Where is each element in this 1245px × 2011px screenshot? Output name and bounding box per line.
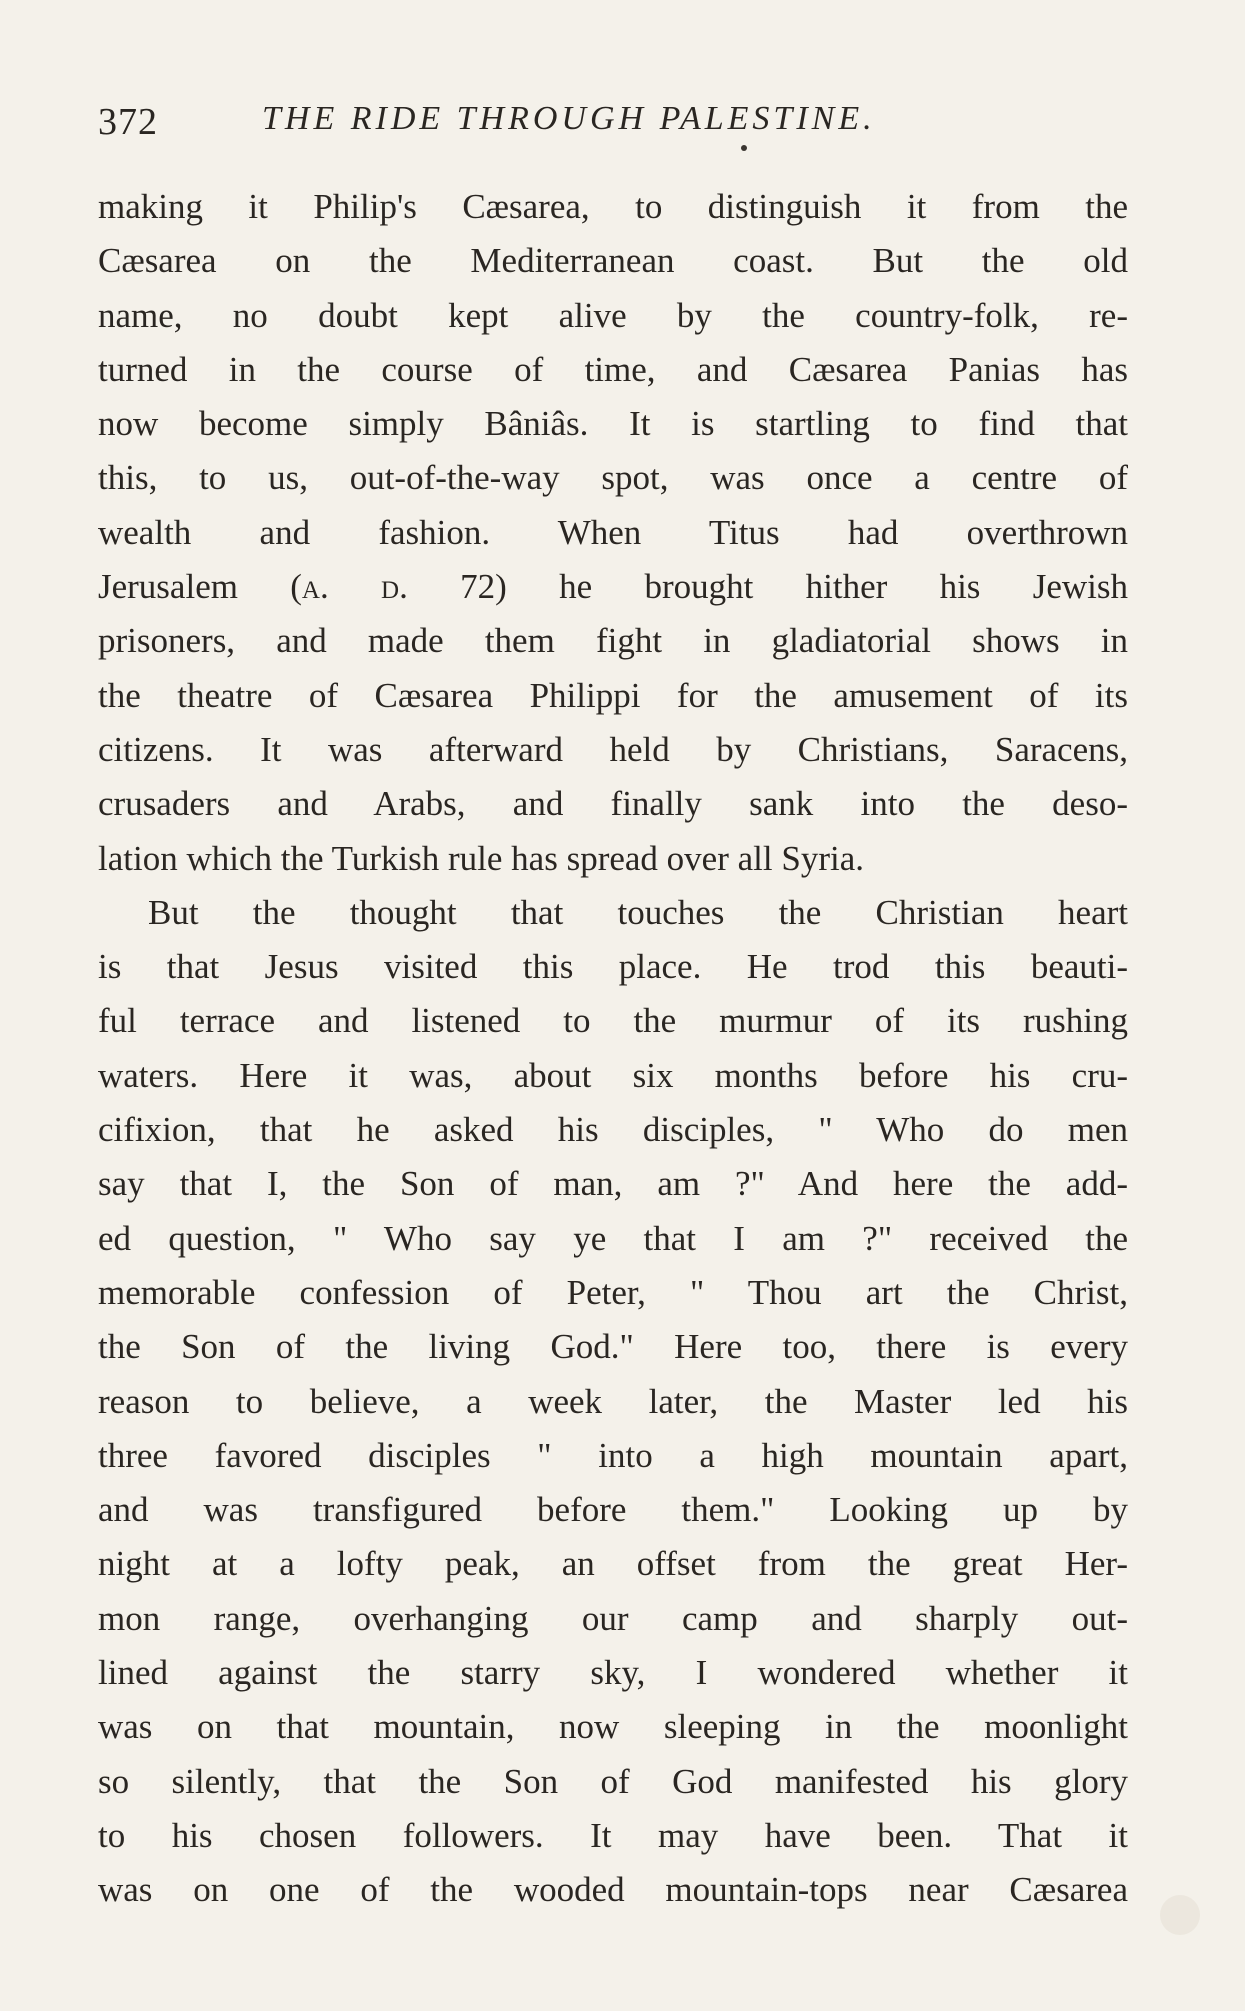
text-line: lation which the Turkish rule has spread over all Syria. bbox=[98, 838, 864, 878]
text-line: night at a lofty peak, an offset from the great Her- bbox=[98, 1544, 1128, 1584]
body-text bbox=[98, 180, 1128, 1918]
text-line: prisoners, and made them fight in gladiatorial shows in bbox=[98, 621, 1128, 661]
text-line: memorable confession of Peter, " Thou art the Christ, bbox=[98, 1272, 1128, 1312]
text-line: now become simply Bâniâs. It is startling to find that bbox=[98, 404, 1128, 444]
text-line: name, no doubt kept alive by the country-folk, re- bbox=[98, 295, 1128, 335]
text-line: lined against the starry sky, I wondered whether it bbox=[98, 1653, 1128, 1693]
text-line: crusaders and Arabs, and finally sank into the deso- bbox=[98, 784, 1128, 824]
text-line: turned in the course of time, and Cæsarea Panias has bbox=[98, 349, 1128, 389]
text-line: reason to believe, a week later, the Master led his bbox=[98, 1381, 1128, 1421]
paper-stain bbox=[1160, 1895, 1200, 1935]
page-number: 372 bbox=[98, 101, 158, 143]
ornament-dot bbox=[741, 145, 747, 151]
text-line: mon range, overhanging our camp and sharply out- bbox=[98, 1598, 1128, 1638]
text-line: the Son of the living God." Here too, there is every bbox=[98, 1327, 1128, 1367]
text-line: Jerusalem (a. d. 72) he brought hither his Jewish bbox=[98, 567, 1128, 607]
text-line: citizens. It was afterward held by Christians, Saracens, bbox=[98, 729, 1128, 769]
text-line: waters. Here it was, about six months before his cru- bbox=[98, 1055, 1128, 1095]
running-title: THE RIDE THROUGH PALESTINE. bbox=[262, 100, 876, 137]
text-line: Cæsarea on the Mediterranean coast. But the old bbox=[98, 241, 1128, 281]
text-line: making it Philip's Cæsarea, to distinguish it from the bbox=[98, 187, 1128, 226]
text-line: this, to us, out-of-the-way spot, was once a centre of bbox=[98, 458, 1128, 498]
text-line: three favored disciples " into a high mountain apart, bbox=[98, 1435, 1128, 1475]
text-line: cifixion, that he asked his disciples, " Who do men bbox=[98, 1110, 1128, 1150]
text-line: and was transfigured before them." Looking up by bbox=[98, 1490, 1128, 1530]
text-line: ed question, " Who say ye that I am ?" received the bbox=[98, 1218, 1128, 1258]
text-line: so silently, that the Son of God manifested his glory bbox=[98, 1761, 1128, 1801]
text-line: say that I, the Son of man, am ?" And here the add- bbox=[98, 1164, 1128, 1204]
text-line: But the thought that touches the Christian heart bbox=[148, 892, 1128, 932]
text-line: ful terrace and listened to the murmur of its rushing bbox=[98, 1001, 1128, 1041]
running-head bbox=[98, 100, 1128, 150]
text-line: the theatre of Cæsarea Philippi for the amusement of its bbox=[98, 675, 1128, 715]
text-line: is that Jesus visited this place. He trod this beauti- bbox=[98, 947, 1128, 987]
text-line: to his chosen followers. It may have been. That it bbox=[98, 1815, 1128, 1855]
text-line: wealth and fashion. When Titus had overthrown bbox=[98, 512, 1128, 552]
text-line: was on that mountain, now sleeping in the moonlight bbox=[98, 1707, 1128, 1747]
text-line: was on one of the wooded mountain-tops near Cæsarea bbox=[98, 1870, 1128, 1910]
